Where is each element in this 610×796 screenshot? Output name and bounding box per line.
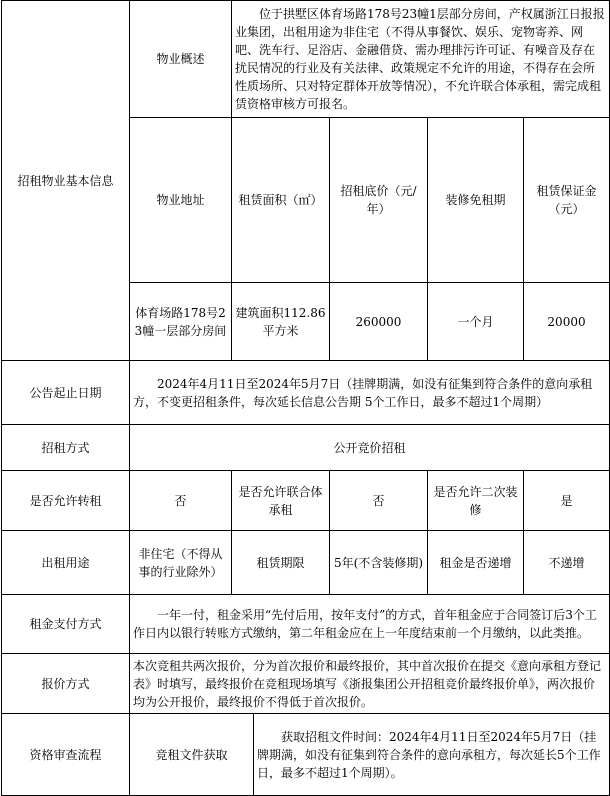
method-label: 招租方式 — [2, 425, 130, 471]
lease-info-table — [1, 0, 610, 796]
sublease-row — [2, 471, 610, 531]
usage-row — [2, 531, 610, 595]
deposit-value: 20000 — [524, 283, 610, 361]
announcement-text: 2024年4月11日至2024年5月7日（挂牌期满，如没有征集到符合条件的意向承租方，不变更招租条件，每次延长信息公告期 5个工作日，最多不超过1个周期） — [130, 361, 610, 425]
announcement-label: 公告起止日期 — [2, 361, 130, 425]
overview-text: 位于拱墅区体育场路178号23幢1层部分房间，产权属浙江日报报业集团，出租用途为非住宅（不得从事餐饮、娱乐、宠物寄养、网吧、洗车行、足浴店、金融借贷、需办理排污许可证、有噪音及存在扰民情况的行业及有关法律、政策规定不允许的用途，不得存在会所性质场所、只对特定群体开放等情况），不允许联合体承租，需完成租赁资格审核方可报名。 — [232, 1, 610, 118]
review-step-label: 竞租文件获取 — [130, 714, 254, 796]
review-row — [2, 714, 610, 796]
price-header: 招租底价（元/年） — [330, 118, 428, 283]
method-row — [2, 425, 610, 471]
area-value: 建筑面积112.86平方米 — [232, 283, 330, 361]
term-label: 租赁期限 — [232, 531, 330, 595]
increase-value: 不递增 — [524, 531, 610, 595]
increase-label: 租金是否递增 — [428, 531, 524, 595]
bidding-row — [2, 654, 610, 714]
joint-lease-value: 否 — [330, 471, 428, 531]
overview-row — [2, 1, 610, 118]
bidding-text: 本次竞租共两次报价，分为首次报价和最终报价，其中首次报价在提交《意向承租方登记表》时填写，最终报价在竞租现场填写《浙报集团公开招租竞价最终报价单》，两次报价均为公开报价，最终报价不得低于首次报价。 — [130, 654, 610, 714]
area-header: 租赁面积（㎡） — [232, 118, 330, 283]
review-label: 资格审查流程 — [2, 714, 130, 796]
announcement-row — [2, 361, 610, 425]
renovation-value: 是 — [524, 471, 610, 531]
bidding-label: 报价方式 — [2, 654, 130, 714]
payment-row — [2, 595, 610, 654]
payment-label: 租金支付方式 — [2, 595, 130, 654]
renovation-label: 是否允许二次装修 — [428, 471, 524, 531]
free-period-value: 一个月 — [428, 283, 524, 361]
term-value: 5年(不含装修期) — [330, 531, 428, 595]
sublease-label: 是否允许转租 — [2, 471, 130, 531]
section-title: 招租物业基本信息 — [2, 1, 130, 361]
usage-value: 非住宅（不得从事的行业除外） — [130, 531, 232, 595]
method-value: 公开竞价招租 — [130, 425, 610, 471]
overview-label: 物业概述 — [130, 1, 232, 118]
sublease-value: 否 — [130, 471, 232, 531]
review-text: 获取招租文件时间：2024年4月11日至2024年5月7日（挂牌期满，如没有征集到符合条件的意向承租方，每次延长5个工作日，最多不超过1个周期）。 — [254, 714, 610, 796]
address-header: 物业地址 — [130, 118, 232, 283]
usage-label: 出租用途 — [2, 531, 130, 595]
deposit-header: 租赁保证金（元） — [524, 118, 610, 283]
joint-lease-label: 是否允许联合体承租 — [232, 471, 330, 531]
price-value: 260000 — [330, 283, 428, 361]
address-value: 体育场路178号23幢一层部分房间 — [130, 283, 232, 361]
payment-text: 一年一付，租金采用“先付后用，按年支付”的方式，首年租金应于合同签订后3个工作日内以银行转账方式缴纳，第二年租金应在上一年度结束前一个月缴纳，以此类推。 — [130, 595, 610, 654]
free-period-header: 装修免租期 — [428, 118, 524, 283]
